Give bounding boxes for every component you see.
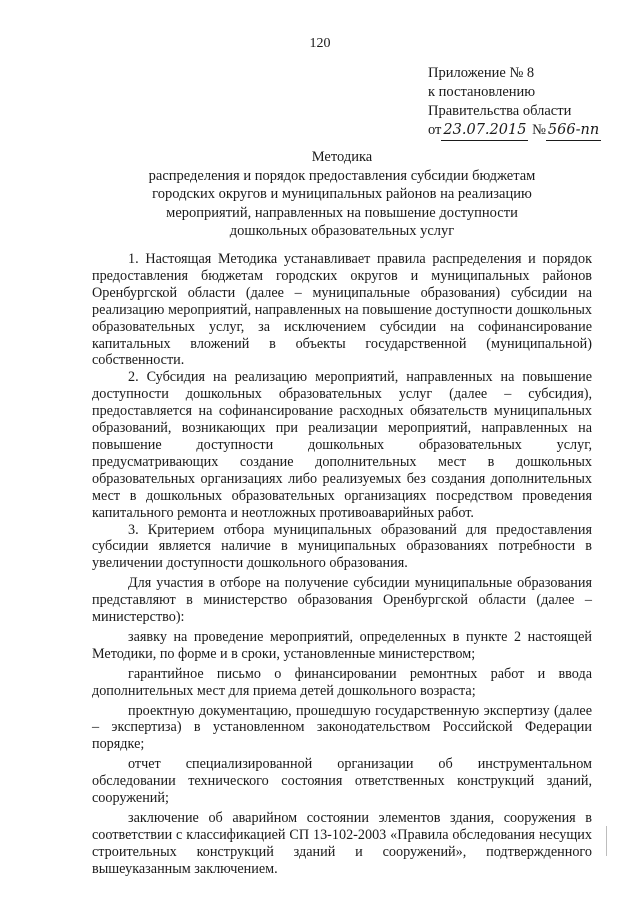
list-item-project-documentation: проектную документацию, прошедшую государственную экспертизу (далее – экспертиза) в установленном законодательством Российской Федерации порядке; [92, 702, 592, 753]
page-number: 120 [309, 36, 331, 51]
list-item-application: заявку на проведение мероприятий, определенных в пункте 2 настоящей Методики, по форме и в сроки, установленные министерством; [92, 628, 592, 662]
paragraph-3: 3. Критерием отбора муниципальных образований для предоставления субсидии является наличие в муниципальных образованиях потребности в увеличении доступности дошкольного образования. [92, 521, 592, 572]
appendix-date-line [428, 121, 628, 141]
title-line: городских округов и муниципальных районов на реализацию [152, 186, 532, 203]
appendix-block [428, 64, 628, 141]
scan-mark [606, 826, 607, 856]
list-item-inspection-report: отчет специализированной организации об инструментальном обследовании технического состояния ответственных конструкций зданий, сооружений; [92, 756, 592, 807]
document-title [92, 148, 592, 241]
title-line: дошкольных образовательных услуг [229, 223, 455, 240]
appendix-title: Приложение № 8 [428, 65, 535, 81]
date-prefix: от [428, 122, 442, 138]
number-prefix: № [532, 122, 546, 138]
paragraph-participation: Для участия в отборе на получение субсидии муниципальные образования представляют в министерство образования Оренбургской области (далее – министерство): [92, 575, 592, 626]
paragraph-1: 1. Настоящая Методика устанавливает правила распределения и порядок предоставления бюджетам городских округов и муниципальных районов Оренбургской области (далее – муниципальные образования) субсидии на реализацию мероприятий, направленных на повышение доступности дошкольных образовательных услуг, за исключением субсидии на софинансирование капитальных вложений в объекты государственной (муниципальной) собственности. [92, 251, 592, 369]
handwritten-number: 566-пп [546, 121, 601, 141]
list-item-guarantee-letter: гарантийное письмо о финансировании ремонтных работ и ввода дополнительных мест для приема детей дошкольного возраста; [92, 665, 592, 699]
document-body [92, 251, 592, 878]
title-line: Методика [311, 149, 373, 165]
list-item-emergency-conclusion: заключение об аварийном состоянии элементов здания, сооружения в соответствии с классификацией СП 13-102-2003 «Правила обследования несущих строительных конструкций зданий и сооружений», подтвержденного вышеуказанным заключением. [92, 810, 592, 877]
appendix-authority: Правительства области [428, 103, 572, 119]
paragraph-2: 2. Субсидия на реализацию мероприятий, направленных на повышение доступности дошкольных образовательных услуг (далее – субсидия), предоставляется на софинансирование расходных обязательств муниципальных образований, возникающих при реализации мероприятий, направленных на повышение доступности дошкольных образовательных услуг, предусматривающих создание дополнительных мест в дошкольных образовательных организациях либо реализуемых без создания дополнительных мест в дошкольных образовательных организациях посредством проведения капитального ремонта и неотложных противоаварийных работ. [92, 369, 592, 521]
title-line: мероприятий, направленных на повышение доступности [166, 204, 518, 221]
title-line: распределения и порядок предоставления субсидии бюджетам [148, 167, 536, 184]
handwritten-date: 23.07.2015 [441, 121, 528, 141]
appendix-reference: к постановлению [428, 84, 536, 100]
